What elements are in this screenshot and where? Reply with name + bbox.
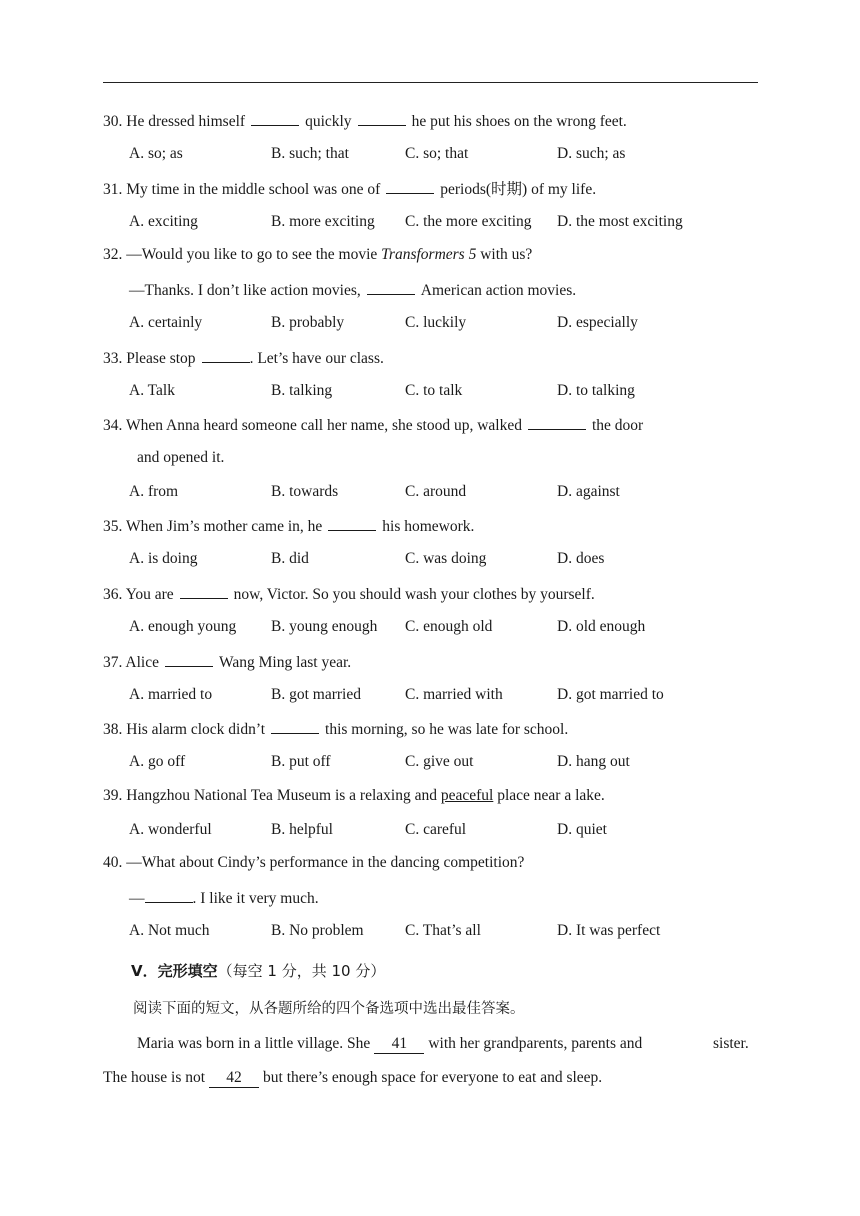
option-a: A. go off [129, 753, 186, 770]
option-a: A. certainly [129, 314, 203, 331]
option-d: D. such; as [557, 145, 626, 162]
option-a: A. wonderful [129, 821, 212, 838]
answer-blank [367, 279, 415, 295]
passage-line-2: The house is not 42 but there’s enough space for everyone to eat and sleep. [103, 1069, 603, 1086]
question-37: 37. Alice Wang Ming last year. [103, 651, 351, 673]
option-b: B. young enough [271, 618, 378, 635]
question-31: 31. My time in the middle school was one of periods(时期) of my life. [103, 178, 596, 200]
option-d: D. It was perfect [557, 922, 661, 939]
option-c: C. married with [405, 686, 503, 703]
underlined-word: peaceful [440, 787, 494, 804]
option-d: D. hang out [557, 753, 630, 770]
header-rule [103, 82, 758, 83]
option-d: D. old enough [557, 618, 646, 635]
options-39 [129, 820, 769, 840]
option-d: D. against [557, 483, 620, 500]
question-35: 35. When Jim’s mother came in, he his homework. [103, 515, 474, 537]
options-40 [129, 921, 769, 941]
option-c: C. give out [405, 753, 474, 770]
options-37 [129, 685, 769, 705]
option-a: A. is doing [129, 550, 198, 567]
question-40-reply: — . I like it very much. [129, 887, 319, 909]
passage-line-1: Maria was born in a little village. She 41 with her grandparents, parents and [137, 1035, 643, 1052]
question-36: 36. You are now, Victor. So you should wash your clothes by yourself. [103, 583, 595, 605]
option-b: B. put off [271, 753, 331, 770]
option-a: A. exciting [129, 213, 198, 230]
option-c: C. around [405, 483, 467, 500]
option-c: C. That’s all [405, 922, 481, 939]
blank-41: 41 [374, 1035, 424, 1054]
option-c: C. luckily [405, 314, 467, 331]
option-c: C. the more exciting [405, 213, 532, 230]
question-34-continuation: and opened it. [137, 449, 225, 466]
section-instruction: 阅读下面的短文，从各题所给的四个备选项中选出最佳答案。 [133, 1001, 525, 1017]
option-b: B. more exciting [271, 213, 375, 230]
options-32 [129, 313, 769, 333]
blank-42: 42 [209, 1069, 259, 1088]
answer-blank [386, 178, 434, 194]
option-a: A. Not much [129, 922, 210, 939]
answer-blank [358, 110, 406, 126]
passage-line-1-end: sister. [713, 1035, 749, 1052]
option-c: C. was doing [405, 550, 487, 567]
option-a: A. married to [129, 686, 213, 703]
answer-blank [165, 651, 213, 667]
options-36 [129, 617, 769, 637]
option-b: B. towards [271, 483, 339, 500]
question-38: 38. His alarm clock didn’t this morning, so he was late for school. [103, 718, 568, 740]
option-d: D. the most exciting [557, 213, 683, 230]
question-39: 39. Hangzhou National Tea Museum is a relaxing and peaceful place near a lake. [103, 787, 605, 804]
option-b: B. got married [271, 686, 361, 703]
options-38 [129, 752, 769, 772]
answer-blank [528, 414, 586, 430]
question-40: 40. —What about Cindy’s performance in the dancing competition? [103, 854, 525, 871]
answer-blank [251, 110, 299, 126]
option-c: C. to talk [405, 382, 463, 399]
question-32: 32. —Would you like to go to see the movie Transformers 5 with us? [103, 246, 533, 263]
answer-blank [271, 718, 319, 734]
option-b: B. such; that [271, 145, 349, 162]
option-b: B. No problem [271, 922, 364, 939]
options-31 [129, 212, 769, 232]
answer-blank [180, 583, 228, 599]
question-32-reply: —Thanks. I don’t like action movies, American action movies. [129, 279, 576, 301]
question-34: 34. When Anna heard someone call her name, she stood up, walked the door [103, 414, 643, 436]
question-30: 30. He dressed himself quickly he put his shoes on the wrong feet. [103, 110, 627, 132]
option-a: A. from [129, 483, 179, 500]
options-33 [129, 381, 769, 401]
options-35 [129, 549, 769, 569]
option-d: D. to talking [557, 382, 635, 399]
answer-blank [202, 347, 250, 363]
option-a: A. so; as [129, 145, 183, 162]
option-b: B. did [271, 550, 309, 567]
question-33: 33. Please stop . Let’s have our class. [103, 347, 384, 369]
option-d: D. got married to [557, 686, 664, 703]
section-heading: V．完形填空（每空 1 分，共 10 分） [131, 962, 386, 980]
options-30 [129, 144, 769, 164]
answer-blank [328, 515, 376, 531]
option-d: D. especially [557, 314, 638, 331]
option-b: B. probably [271, 314, 345, 331]
answer-blank [145, 887, 193, 903]
option-c: C. so; that [405, 145, 469, 162]
option-b: B. helpful [271, 821, 333, 838]
option-d: D. quiet [557, 821, 607, 838]
option-c: C. enough old [405, 618, 493, 635]
option-a: A. enough young [129, 618, 237, 635]
option-d: D. does [557, 550, 605, 567]
option-c: C. careful [405, 821, 467, 838]
option-b: B. talking [271, 382, 333, 399]
options-34 [129, 482, 769, 502]
option-a: A. Talk [129, 382, 175, 399]
